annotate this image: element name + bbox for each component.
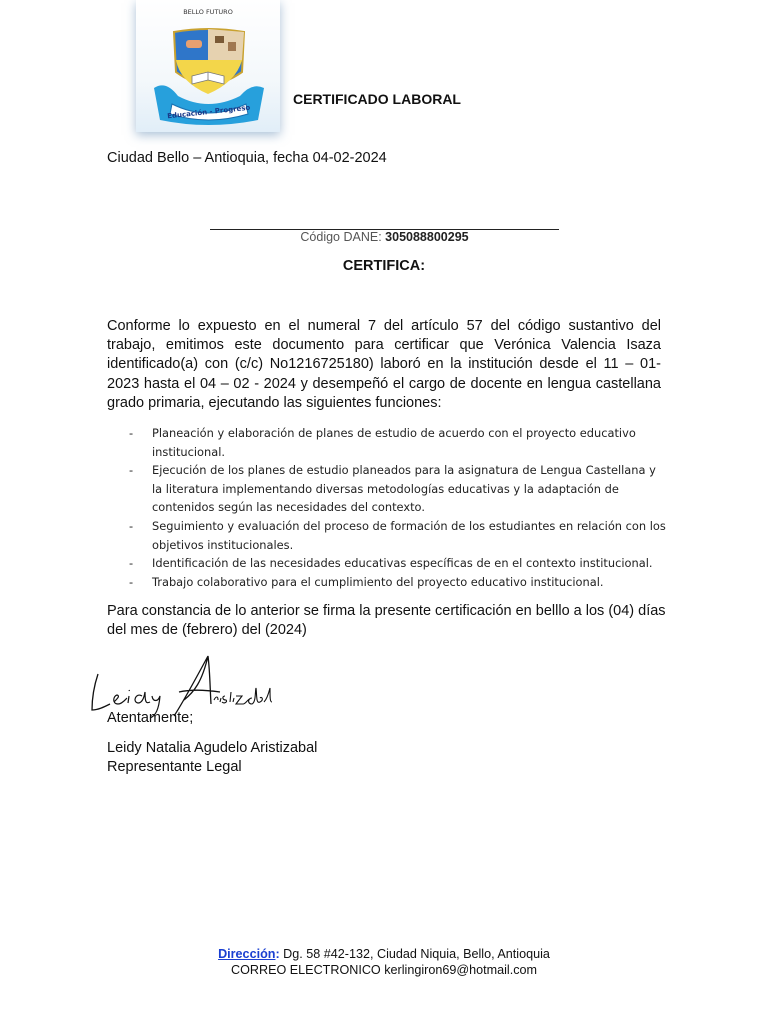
school-logo	[136, 0, 280, 132]
functions-list	[127, 424, 667, 591]
certifica-heading: CERTIFICA:	[342, 258, 426, 274]
logo-top-text: BELLO FUTURO	[183, 8, 233, 16]
signer-role: Representante Legal	[107, 759, 242, 775]
certification-paragraph: Conforme lo expuesto en el numeral 7 del artículo 57 del código sustantivo del trabajo, emitimos este documento para certificar que Verónica Valencia Isaza identificado(a) con (c/c) No1216725180) laboró en la institución desde el 11 – 01-2023 hasta el 04 – 02 - 2024 y desempeñó el cargo de docente en lengua castellana grado primaria, ejecutando las siguientes funciones:	[107, 318, 661, 411]
dane-label: Código DANE:	[300, 230, 382, 244]
footer-address-line: Dirección: Dg. 58 #42-132, Ciudad Niquia, Bello, Antioquia	[218, 947, 550, 961]
document-title: CERTIFICADO LABORAL	[293, 91, 461, 107]
address-link[interactable]: Dirección	[218, 947, 276, 961]
footer	[0, 946, 768, 978]
list-item: - Seguimiento y evaluación del proceso de formación de los estudiantes en relación con los objetivos institucionales.	[127, 517, 667, 554]
closing-paragraph: Para constancia de lo anterior se firma la presente certificación en belllo a los (04) días del mes de (febrero) del (2024)	[107, 603, 666, 638]
dane-code	[210, 230, 559, 244]
dane-value: 305088800295	[385, 230, 469, 244]
address-text: Dg. 58 #42-132, Ciudad Niquia, Bello, Antioquia	[279, 947, 550, 961]
list-item: - Trabajo colaborativo para el cumplimiento del proyecto educativo institucional.	[127, 573, 667, 592]
list-item: - Ejecución de los planes de estudio planeados para la asignatura de Lengua Castellana y la literatura implementando diversas metodologías educativas y la adaptación de contenidos según las necesidades del contexto.	[127, 461, 667, 517]
list-item: - Planeación y elaboración de planes de estudio de acuerdo con el proyecto educativo institucional.	[127, 424, 667, 461]
signer-name: Leidy Natalia Agudelo Aristizabal	[107, 740, 318, 756]
footer-email-line: CORREO ELECTRONICO kerlingiron69@hotmail.com	[230, 963, 538, 977]
logo-motto: Educación - Progreso	[166, 103, 251, 121]
place-date: Ciudad Bello – Antioquia, fecha 04-02-2024	[107, 150, 387, 166]
list-item: - Identificación de las necesidades educativas específicas de en el contexto institucional.	[127, 554, 667, 573]
regards-text: Atentamente;	[107, 710, 194, 726]
